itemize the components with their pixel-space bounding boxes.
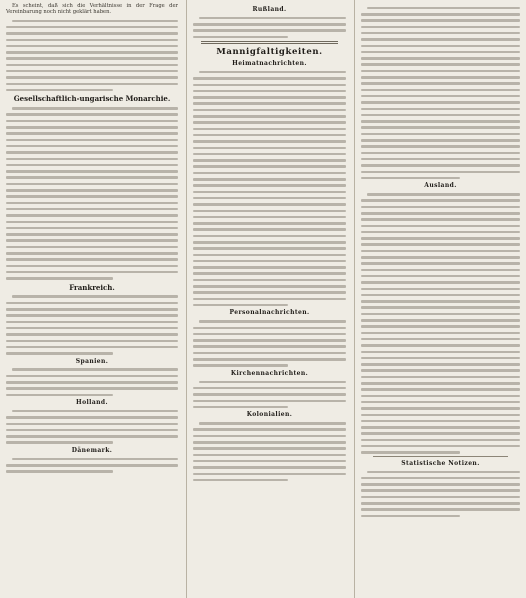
text-line	[193, 435, 346, 438]
text-line	[361, 313, 520, 316]
text-line	[361, 13, 520, 16]
text-line	[361, 70, 520, 73]
text-line	[6, 39, 178, 42]
text-line	[6, 470, 113, 473]
text-line	[193, 115, 346, 118]
text-line	[6, 441, 113, 444]
illegible-text-block	[193, 381, 346, 409]
text-line	[6, 158, 178, 161]
text-line	[6, 57, 178, 60]
text-line	[193, 235, 346, 238]
text-line	[361, 63, 520, 66]
text-line	[361, 57, 520, 60]
text-line	[361, 32, 520, 35]
section-heading: Kirchennachrichten.	[230, 369, 309, 377]
text-line	[193, 172, 346, 175]
text-line	[199, 381, 346, 384]
text-line	[361, 451, 460, 454]
text-line	[6, 64, 178, 67]
text-line	[361, 250, 520, 253]
text-line	[361, 45, 520, 48]
section-heading: Gesellschaftlich-ungarische Monarchie.	[13, 94, 171, 104]
text-line	[6, 435, 178, 438]
text-line	[6, 202, 178, 205]
text-line	[193, 304, 288, 307]
text-line	[193, 447, 346, 450]
illegible-text-block	[6, 368, 178, 396]
text-line	[361, 388, 520, 391]
section-heading: Heimatnachrichten.	[232, 60, 307, 68]
text-line	[361, 171, 520, 174]
text-line	[361, 319, 520, 322]
text-line	[6, 239, 178, 242]
text-line	[12, 107, 178, 110]
text-line	[6, 170, 178, 173]
text-line	[6, 164, 178, 167]
text-line	[193, 327, 346, 330]
text-line	[193, 102, 346, 105]
text-line	[361, 369, 520, 372]
text-line	[12, 410, 178, 413]
section-divider	[201, 41, 338, 44]
illegible-text-block	[361, 193, 520, 454]
illegible-text-block	[6, 107, 178, 280]
text-line	[6, 381, 178, 384]
section-heading: Rußland.	[252, 6, 287, 13]
text-line	[193, 159, 346, 162]
text-line	[6, 76, 178, 79]
text-line	[361, 206, 520, 209]
section-heading: Holland.	[76, 399, 108, 407]
text-line	[193, 272, 346, 275]
text-line	[361, 439, 520, 442]
text-line	[193, 393, 346, 396]
text-line	[193, 147, 346, 150]
text-line	[193, 473, 346, 476]
text-line	[6, 227, 178, 230]
column-middle	[186, 0, 352, 598]
text-line	[193, 178, 346, 181]
text-line	[361, 120, 520, 123]
text-line	[361, 262, 520, 265]
text-line	[361, 483, 520, 486]
section-heading: Personalnachrichten.	[229, 309, 310, 317]
text-line	[193, 291, 346, 294]
text-line	[361, 515, 460, 518]
text-line	[6, 387, 178, 390]
text-line	[6, 139, 178, 142]
text-line	[361, 256, 520, 259]
text-line	[6, 151, 178, 154]
text-line	[361, 199, 520, 202]
article-paragraph: Es scheint, daß sich die Verhältnisse in der Frage der Vereinbarung noch nicht geklärt haben.	[6, 3, 178, 16]
text-line	[6, 302, 178, 305]
text-line	[193, 184, 346, 187]
text-line	[6, 252, 178, 255]
text-line	[193, 165, 346, 168]
text-line	[361, 114, 520, 117]
section-heading: Spanien.	[75, 357, 109, 365]
section-heading: Statistische Notizen.	[401, 459, 480, 467]
text-line	[367, 471, 520, 474]
illegible-text-block	[6, 295, 178, 354]
text-line	[361, 51, 520, 54]
text-line	[6, 126, 178, 129]
section-heading: Mannigfaltigkeiten.	[216, 47, 323, 58]
text-line	[193, 96, 346, 99]
text-line	[6, 308, 178, 311]
text-line	[6, 176, 178, 179]
text-line	[361, 177, 460, 180]
text-line	[361, 225, 520, 228]
text-line	[6, 375, 178, 378]
text-line	[193, 36, 288, 39]
illegible-text-block	[193, 320, 346, 367]
text-line	[6, 321, 178, 324]
text-line	[361, 357, 520, 360]
text-line	[361, 19, 520, 22]
text-line	[193, 77, 346, 80]
text-line	[361, 231, 520, 234]
text-line	[361, 82, 520, 85]
text-line	[193, 29, 346, 32]
illegible-text-block	[6, 410, 178, 444]
text-line	[193, 428, 346, 431]
text-line	[361, 351, 520, 354]
text-line	[193, 279, 346, 282]
text-line	[193, 333, 346, 336]
text-line	[193, 203, 346, 206]
text-line	[6, 394, 113, 397]
text-line	[193, 479, 288, 482]
illegible-text-block	[193, 17, 346, 38]
text-line	[361, 407, 520, 410]
text-line	[199, 422, 346, 425]
text-line	[361, 300, 520, 303]
illegible-text-block	[361, 471, 520, 518]
text-line	[361, 325, 520, 328]
text-line	[361, 145, 520, 148]
text-line	[193, 140, 346, 143]
text-line	[12, 458, 178, 461]
text-line	[193, 247, 346, 250]
text-line	[193, 191, 346, 194]
text-line	[361, 89, 520, 92]
text-line	[6, 346, 178, 349]
illegible-text-block	[6, 20, 178, 92]
section-heading: Kolonialien.	[246, 411, 293, 419]
text-line	[6, 195, 178, 198]
text-line	[193, 339, 346, 342]
text-line	[361, 306, 520, 309]
text-line	[6, 352, 113, 355]
text-line	[361, 477, 520, 480]
text-line	[193, 109, 346, 112]
text-line	[361, 212, 520, 215]
text-line	[361, 101, 520, 104]
text-line	[361, 152, 520, 155]
text-line	[361, 26, 520, 29]
text-line	[193, 466, 346, 469]
text-line	[6, 89, 113, 92]
text-line	[361, 237, 520, 240]
illegible-text-block	[6, 458, 178, 473]
text-line	[193, 400, 346, 403]
text-line	[193, 460, 346, 463]
text-line	[361, 363, 520, 366]
text-line	[6, 214, 178, 217]
text-line	[193, 216, 346, 219]
text-line	[193, 210, 346, 213]
text-line	[6, 265, 178, 268]
text-line	[193, 121, 346, 124]
text-line	[199, 17, 346, 20]
text-line	[193, 454, 346, 457]
illegible-text-block	[361, 7, 520, 180]
text-line	[6, 132, 178, 135]
text-line	[193, 364, 288, 367]
text-line	[6, 145, 178, 148]
text-line	[361, 95, 520, 98]
section-divider	[373, 456, 508, 457]
text-line	[193, 197, 346, 200]
text-line	[6, 113, 178, 116]
text-line	[367, 193, 520, 196]
text-line	[6, 333, 178, 336]
text-line	[361, 496, 520, 499]
text-line	[361, 426, 520, 429]
text-line	[193, 358, 346, 361]
text-line	[361, 275, 520, 278]
text-line	[6, 327, 178, 330]
text-line	[361, 445, 520, 448]
text-line	[6, 183, 178, 186]
text-line	[193, 298, 346, 301]
text-line	[193, 241, 346, 244]
text-line	[193, 260, 346, 263]
text-line	[361, 338, 520, 341]
text-line	[199, 71, 346, 74]
text-line	[193, 153, 346, 156]
text-line	[361, 243, 520, 246]
text-line	[193, 345, 346, 348]
text-line	[367, 7, 520, 10]
text-line	[193, 387, 346, 390]
section-heading: Ausland.	[424, 182, 457, 190]
text-line	[6, 314, 178, 317]
text-line	[361, 126, 520, 129]
text-line	[6, 51, 178, 54]
text-line	[193, 266, 346, 269]
text-line	[361, 76, 520, 79]
text-line	[361, 376, 520, 379]
text-line	[193, 222, 346, 225]
text-line	[361, 108, 520, 111]
text-line	[193, 90, 346, 93]
text-line	[361, 489, 520, 492]
text-line	[193, 128, 346, 131]
text-line	[6, 429, 178, 432]
text-line	[6, 340, 178, 343]
text-line	[6, 416, 178, 419]
text-line	[193, 23, 346, 26]
text-line	[6, 83, 178, 86]
text-line	[361, 420, 520, 423]
text-line	[361, 294, 520, 297]
text-line	[361, 395, 520, 398]
text-line	[12, 368, 178, 371]
text-line	[361, 401, 520, 404]
text-line	[6, 233, 178, 236]
text-line	[361, 344, 520, 347]
text-line	[361, 432, 520, 435]
text-line	[361, 502, 520, 505]
text-line	[6, 45, 178, 48]
text-line	[6, 423, 178, 426]
text-line	[6, 464, 178, 467]
text-line	[12, 20, 178, 23]
text-line	[6, 258, 178, 261]
text-line	[193, 228, 346, 231]
text-line	[6, 246, 178, 249]
text-line	[361, 38, 520, 41]
text-line	[193, 285, 346, 288]
text-line	[6, 120, 178, 123]
illegible-text-block	[193, 71, 346, 306]
text-line	[193, 254, 346, 257]
text-line	[6, 70, 178, 73]
text-line	[193, 134, 346, 137]
text-line	[361, 164, 520, 167]
text-line	[6, 221, 178, 224]
text-line	[6, 277, 113, 280]
column-left	[0, 0, 184, 598]
text-line	[12, 295, 178, 298]
text-line	[361, 133, 520, 136]
section-heading: Frankreich.	[69, 282, 115, 292]
text-line	[361, 414, 520, 417]
text-line	[361, 218, 520, 221]
text-line	[361, 269, 520, 272]
text-line	[6, 271, 178, 274]
text-line	[361, 158, 520, 161]
text-line	[361, 281, 520, 284]
text-line	[6, 32, 178, 35]
illegible-text-block	[193, 422, 346, 481]
text-line	[193, 406, 288, 409]
text-line	[361, 382, 520, 385]
text-line	[193, 441, 346, 444]
text-line	[193, 84, 346, 87]
text-line	[199, 320, 346, 323]
text-line	[361, 288, 520, 291]
text-line	[361, 139, 520, 142]
text-line	[6, 26, 178, 29]
text-line	[361, 508, 520, 511]
column-right	[354, 0, 526, 598]
text-line	[6, 208, 178, 211]
text-line	[361, 332, 520, 335]
section-heading: Dänemark.	[71, 446, 113, 454]
text-line	[193, 352, 346, 355]
text-line	[6, 189, 178, 192]
